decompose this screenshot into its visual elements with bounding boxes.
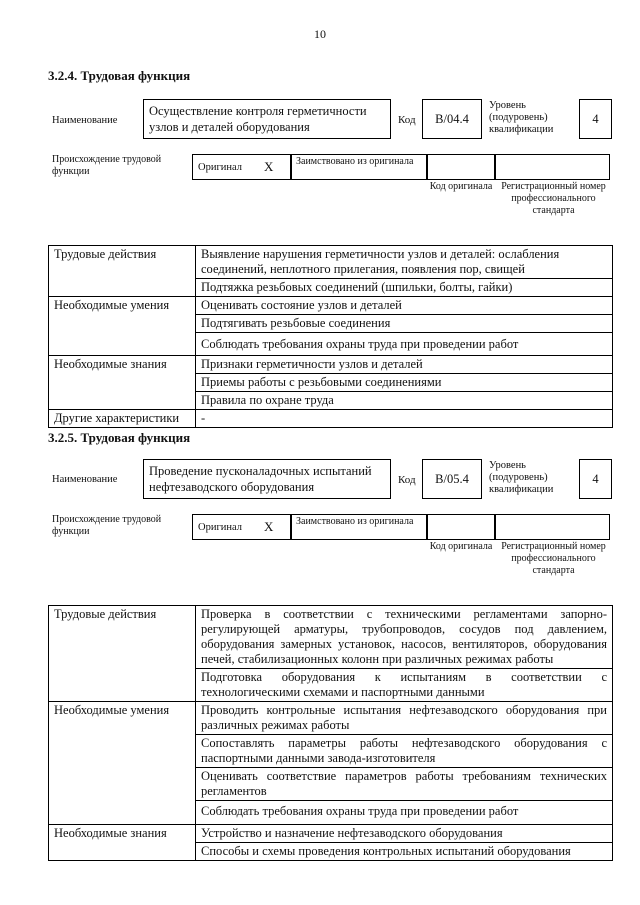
row-head-knowledge: Необходимые знания	[49, 356, 196, 410]
registration-number-cell	[495, 514, 610, 540]
function-name-box: Осуществление контроля герметичности узлов и деталей оборудования	[143, 99, 391, 139]
table-cell: Соблюдать требования охраны труда при проведении работ	[196, 333, 613, 356]
level-box: 4	[579, 99, 612, 139]
table-cell: Приемы работы с резьбовыми соединениями	[196, 374, 613, 392]
original-cell	[192, 154, 291, 180]
table-cell: Способы и схемы проведения контрольных испытаний оборудования	[196, 843, 613, 861]
table-cell: Выявление нарушения герметичности узлов и деталей: ослабления соединений, неплотного прилегания, появления пор, свищей	[196, 246, 613, 279]
table-cell: Правила по охране труда	[196, 392, 613, 410]
page-number: 10	[314, 27, 326, 41]
level-label: Уровень (подуровень) квалификации	[489, 460, 554, 495]
original-cell	[192, 514, 291, 540]
table-cell: Признаки герметичности узлов и деталей	[196, 356, 613, 374]
table-cell: Оценивать соответствие параметров работы требованиям технических регламентов	[196, 768, 613, 801]
table-cell: Подготовка оборудования к испытаниям в соответствии с технологическими схемами и паспортными данными	[196, 669, 613, 702]
level-label: Уровень (подуровень) квалификации	[489, 100, 554, 135]
name-label: Наименование	[52, 115, 118, 126]
original-code-caption: Код оригинала	[429, 181, 493, 192]
row-head-other: Другие характеристики	[49, 410, 196, 428]
row-head-actions: Трудовые действия	[49, 246, 196, 297]
table-cell: -	[196, 410, 613, 428]
function-table	[48, 605, 613, 861]
table-cell: Оценивать состояние узлов и деталей	[196, 297, 613, 315]
function-table	[48, 245, 613, 428]
registration-caption: Регистрационный номер профессионального стандарта	[501, 541, 606, 576]
row-head-knowledge: Необходимые знания	[49, 825, 196, 861]
table-cell: Подтяжка резьбовых соединений (шпильки, болты, гайки)	[196, 279, 613, 297]
original-code-cell	[427, 154, 495, 180]
origin-label: Происхождение трудовой функции	[52, 154, 162, 177]
table-cell: Соблюдать требования охраны труда при проведении работ	[196, 801, 613, 825]
code-label: Код	[398, 474, 416, 486]
row-head-skills: Необходимые умения	[49, 297, 196, 356]
function-name-box: Проведение пусконаладочных испытаний нефтезаводского оборудования	[143, 459, 391, 499]
borrowed-cell: Заимствовано из оригинала	[291, 154, 427, 180]
function-code-box: B/04.4	[422, 99, 482, 139]
section-title: 3.2.5. Трудовая функция	[48, 430, 191, 445]
table-cell: Сопоставлять параметры работы нефтезаводского оборудования с паспортными данными завода-изготовителя	[196, 735, 613, 768]
registration-caption: Регистрационный номер профессионального стандарта	[501, 181, 606, 216]
original-code-cell	[427, 514, 495, 540]
section-title: 3.2.4. Трудовая функция	[48, 68, 191, 83]
origin-row	[192, 514, 610, 540]
code-label: Код	[398, 114, 416, 126]
level-box: 4	[579, 459, 612, 499]
borrowed-cell: Заимствовано из оригинала	[291, 514, 427, 540]
table-cell: Проводить контрольные испытания нефтезаводского оборудования при различных режимах работы	[196, 702, 613, 735]
origin-label: Происхождение трудовой функции	[52, 514, 162, 537]
original-label: Оригинал	[198, 521, 242, 533]
original-code-caption: Код оригинала	[429, 541, 493, 552]
original-mark: X	[264, 159, 274, 174]
name-label: Наименование	[52, 474, 118, 485]
table-cell: Подтягивать резьбовые соединения	[196, 315, 613, 333]
original-label: Оригинал	[198, 161, 242, 173]
table-cell: Проверка в соответствии с техническими регламентами запорно-регулирующей арматуры, трубопроводов, сосудов под давлением, оборудования замерных установок, насосов, вентиляторов, оборудования печей, стабилизационных колонн при различных режимах работы	[196, 606, 613, 669]
row-head-skills: Необходимые умения	[49, 702, 196, 825]
function-code-box: B/05.4	[422, 459, 482, 499]
row-head-actions: Трудовые действия	[49, 606, 196, 702]
table-cell: Устройство и назначение нефтезаводского оборудования	[196, 825, 613, 843]
original-mark: X	[264, 519, 274, 534]
origin-row	[192, 154, 610, 180]
registration-number-cell	[495, 154, 610, 180]
